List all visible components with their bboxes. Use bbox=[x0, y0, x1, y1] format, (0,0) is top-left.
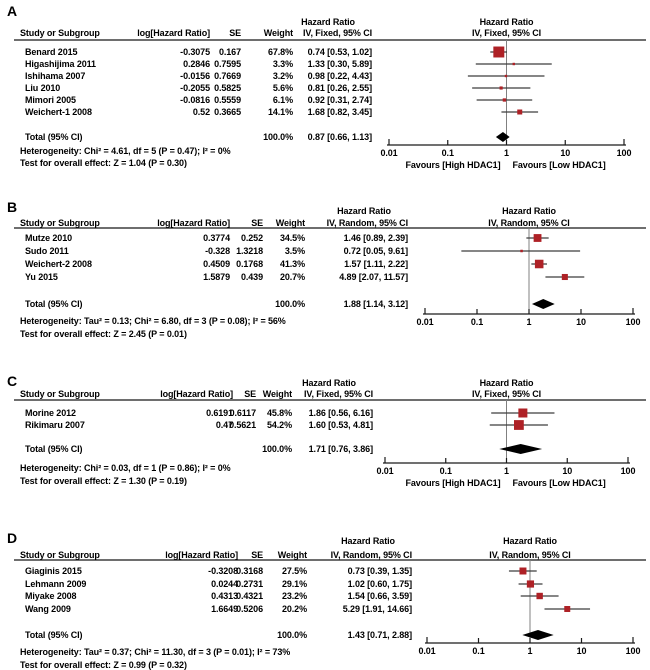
heterogeneity-text: Heterogeneity: Tau² = 0.37; Chi² = 11.30, df = 3 (P = 0.01); I² = 73% bbox=[20, 647, 291, 657]
total-weight: 100.0% bbox=[262, 444, 292, 454]
effect-size-marker bbox=[517, 110, 522, 115]
study-name: Mutze 2010 bbox=[25, 233, 73, 243]
study-log-hr: 0.4509 bbox=[203, 259, 230, 269]
effect-size-marker bbox=[505, 75, 507, 77]
study-weight: 29.1% bbox=[281, 579, 307, 589]
column-header-study: Study or Subgroup bbox=[20, 550, 100, 560]
column-header-log-hr: log[Hazard Ratio] bbox=[165, 550, 238, 560]
study-weight: 3.3% bbox=[272, 59, 293, 69]
study-log-hr: 0.2846 bbox=[183, 59, 210, 69]
favours-left-label: Favours [High HDAC1] bbox=[405, 478, 501, 488]
effect-size-marker bbox=[513, 63, 515, 65]
study-name: Giaginis 2015 bbox=[25, 566, 82, 576]
study-weight: 41.3% bbox=[279, 259, 305, 269]
axis-tick-label: 0.1 bbox=[439, 466, 452, 476]
pooled-effect-diamond bbox=[532, 299, 555, 309]
study-log-hr: -0.3208 bbox=[208, 566, 238, 576]
study-se: 0.1768 bbox=[236, 259, 263, 269]
study-estimate-ci: 1.60 [0.53, 4.81] bbox=[308, 420, 373, 430]
axis-tick-label: 100 bbox=[616, 148, 632, 158]
effect-header-plot-column: Hazard Ratio bbox=[479, 378, 534, 388]
study-log-hr: -0.328 bbox=[205, 246, 230, 256]
method-header-text-column: IV, Fixed, 95% CI bbox=[303, 28, 372, 38]
axis-tick-label: 1 bbox=[527, 646, 533, 656]
column-header-study: Study or Subgroup bbox=[20, 389, 100, 399]
overall-effect-text: Test for overall effect: Z = 2.45 (P = 0.01) bbox=[20, 329, 187, 339]
method-header-text-column: IV, Random, 95% CI bbox=[326, 218, 408, 228]
study-log-hr: 0.3774 bbox=[203, 233, 230, 243]
axis-tick-label: 1 bbox=[504, 148, 509, 158]
study-se: 0.2731 bbox=[236, 579, 263, 589]
study-log-hr: -0.2055 bbox=[180, 83, 210, 93]
axis-tick-label: 10 bbox=[576, 646, 587, 656]
column-header-study: Study or Subgroup bbox=[20, 28, 100, 38]
study-name: Sudo 2011 bbox=[25, 246, 69, 256]
favours-left-label: Favours [High HDAC1] bbox=[405, 160, 501, 170]
study-name: Wang 2009 bbox=[25, 604, 71, 614]
total-weight: 100.0% bbox=[263, 132, 293, 142]
total-estimate-ci: 1.71 [0.76, 3.86] bbox=[308, 444, 373, 454]
study-name: Higashijima 2011 bbox=[25, 59, 96, 69]
effect-size-marker bbox=[493, 47, 504, 58]
effect-size-marker bbox=[514, 420, 524, 430]
effect-size-marker bbox=[500, 86, 503, 89]
method-header-plot-column: IV, Random, 95% CI bbox=[488, 218, 570, 228]
pooled-effect-diamond bbox=[522, 630, 553, 640]
pooled-effect-diamond bbox=[499, 444, 542, 454]
study-weight: 27.5% bbox=[281, 566, 307, 576]
axis-tick-label: 0.1 bbox=[472, 646, 485, 656]
effect-header-text-column: Hazard Ratio bbox=[302, 378, 356, 388]
study-se: 1.3218 bbox=[236, 246, 263, 256]
column-header-weight: Weight bbox=[262, 389, 292, 399]
study-se: 0.5559 bbox=[214, 95, 241, 105]
study-weight: 3.5% bbox=[284, 246, 305, 256]
method-header-plot-column: IV, Fixed, 95% CI bbox=[472, 28, 541, 38]
total-weight: 100.0% bbox=[277, 630, 307, 640]
total-label: Total (95% CI) bbox=[25, 630, 83, 640]
column-header-study: Study or Subgroup bbox=[20, 218, 100, 228]
study-se: 0.7595 bbox=[214, 59, 241, 69]
study-weight: 14.1% bbox=[267, 107, 293, 117]
study-name: Morine 2012 bbox=[25, 408, 76, 418]
study-se: 0.252 bbox=[240, 233, 263, 243]
effect-size-marker bbox=[534, 234, 542, 242]
axis-tick-label: 0.1 bbox=[470, 317, 484, 327]
column-header-se: SE bbox=[244, 389, 256, 399]
panel-label: C bbox=[7, 373, 18, 389]
study-estimate-ci: 4.89 [2.07, 11.57] bbox=[339, 272, 408, 282]
effect-header-plot-column: Hazard Ratio bbox=[479, 17, 534, 27]
study-estimate-ci: 0.73 [0.39, 1.35] bbox=[347, 566, 412, 576]
study-name: Weichert-1 2008 bbox=[25, 107, 92, 117]
column-header-se: SE bbox=[251, 550, 263, 560]
effect-size-marker bbox=[536, 593, 542, 599]
effect-header-plot-column: Hazard Ratio bbox=[503, 536, 557, 546]
study-weight: 23.2% bbox=[281, 591, 307, 601]
total-label: Total (95% CI) bbox=[25, 299, 83, 309]
effect-size-marker bbox=[503, 98, 506, 101]
study-estimate-ci: 1.46 [0.89, 2.39] bbox=[343, 233, 408, 243]
axis-tick-label: 100 bbox=[620, 466, 636, 476]
column-header-se: SE bbox=[229, 28, 241, 38]
column-header-log-hr: log[Hazard Ratio] bbox=[157, 218, 230, 228]
effect-size-marker bbox=[520, 250, 522, 252]
effect-size-marker bbox=[564, 606, 570, 612]
panel-label: D bbox=[7, 530, 18, 546]
study-se: 0.3168 bbox=[236, 566, 263, 576]
study-estimate-ci: 0.72 [0.05, 9.61] bbox=[343, 246, 408, 256]
study-weight: 67.8% bbox=[267, 47, 293, 57]
study-se: 0.167 bbox=[218, 47, 241, 57]
axis-tick-label: 100 bbox=[625, 317, 641, 327]
study-se: 0.6117 bbox=[229, 408, 256, 418]
heterogeneity-text: Heterogeneity: Chi² = 0.03, df = 1 (P = 0.86); I² = 0% bbox=[20, 463, 231, 473]
axis-tick-label: 10 bbox=[562, 466, 573, 476]
study-name: Ishihama 2007 bbox=[25, 71, 86, 81]
study-log-hr: 0.0244 bbox=[211, 579, 238, 589]
overall-effect-text: Test for overall effect: Z = 0.99 (P = 0.32) bbox=[20, 660, 187, 670]
study-weight: 3.2% bbox=[272, 71, 293, 81]
axis-tick-label: 100 bbox=[625, 646, 641, 656]
study-estimate-ci: 0.92 [0.31, 2.74] bbox=[307, 95, 372, 105]
favours-right-label: Favours [Low HDAC1] bbox=[512, 478, 606, 488]
column-header-weight: Weight bbox=[263, 28, 293, 38]
pooled-effect-diamond bbox=[496, 132, 510, 142]
column-header-log-hr: log[Hazard Ratio] bbox=[160, 389, 233, 399]
study-estimate-ci: 1.33 [0.30, 5.89] bbox=[307, 59, 372, 69]
overall-effect-text: Test for overall effect: Z = 1.30 (P = 0.19) bbox=[20, 476, 187, 486]
effect-size-marker bbox=[518, 408, 527, 417]
study-estimate-ci: 1.57 [1.11, 2.22] bbox=[344, 259, 408, 269]
column-header-weight: Weight bbox=[277, 550, 307, 560]
panel-label: A bbox=[7, 3, 18, 19]
study-name: Benard 2015 bbox=[25, 47, 78, 57]
column-header-se: SE bbox=[251, 218, 263, 228]
study-estimate-ci: 0.74 [0.53, 1.02] bbox=[307, 47, 372, 57]
study-se: 0.5206 bbox=[236, 604, 263, 614]
study-name: Yu 2015 bbox=[25, 272, 58, 282]
study-weight: 34.5% bbox=[279, 233, 305, 243]
study-weight: 20.7% bbox=[279, 272, 305, 282]
effect-size-marker bbox=[527, 580, 534, 587]
effect-size-marker bbox=[535, 260, 544, 269]
heterogeneity-text: Heterogeneity: Chi² = 4.61, df = 5 (P = 0.47); I² = 0% bbox=[20, 146, 231, 156]
total-label: Total (95% CI) bbox=[25, 444, 83, 454]
study-name: Mimori 2005 bbox=[25, 95, 76, 105]
panel-label: B bbox=[7, 199, 18, 215]
axis-tick-label: 0.01 bbox=[418, 646, 436, 656]
study-weight: 6.1% bbox=[272, 95, 293, 105]
favours-right-label: Favours [Low HDAC1] bbox=[512, 160, 606, 170]
study-se: 0.3665 bbox=[214, 107, 241, 117]
method-header-plot-column: IV, Random, 95% CI bbox=[489, 550, 571, 560]
study-log-hr: 0.6191 bbox=[206, 408, 233, 418]
study-log-hr: -0.0816 bbox=[180, 95, 210, 105]
study-log-hr: 1.5879 bbox=[203, 272, 230, 282]
study-estimate-ci: 1.86 [0.56, 6.16] bbox=[308, 408, 373, 418]
study-estimate-ci: 0.98 [0.22, 4.43] bbox=[307, 71, 372, 81]
axis-tick-label: 0.1 bbox=[441, 148, 454, 158]
study-se: 0.4321 bbox=[236, 591, 263, 601]
study-name: Lehmann 2009 bbox=[25, 579, 87, 589]
axis-tick-label: 0.01 bbox=[376, 466, 394, 476]
study-estimate-ci: 1.02 [0.60, 1.75] bbox=[347, 579, 412, 589]
method-header-text-column: IV, Random, 95% CI bbox=[330, 550, 412, 560]
study-se: 0.5825 bbox=[214, 83, 241, 93]
study-weight: 45.8% bbox=[266, 408, 292, 418]
study-name: Liu 2010 bbox=[25, 83, 61, 93]
study-weight: 54.2% bbox=[266, 420, 292, 430]
axis-tick-label: 10 bbox=[576, 317, 586, 327]
axis-tick-label: 1 bbox=[526, 317, 532, 327]
effect-header-text-column: Hazard Ratio bbox=[301, 17, 355, 27]
overall-effect-text: Test for overall effect: Z = 1.04 (P = 0.30) bbox=[20, 158, 187, 168]
study-name: Weichert-2 2008 bbox=[25, 259, 92, 269]
total-estimate-ci: 1.43 [0.71, 2.88] bbox=[347, 630, 412, 640]
study-estimate-ci: 1.68 [0.82, 3.45] bbox=[307, 107, 372, 117]
method-header-plot-column: IV, Fixed, 95% CI bbox=[472, 389, 541, 399]
axis-tick-label: 0.01 bbox=[380, 148, 398, 158]
study-log-hr: 0.52 bbox=[192, 107, 210, 117]
study-name: Rikimaru 2007 bbox=[25, 420, 85, 430]
effect-header-text-column: Hazard Ratio bbox=[337, 206, 391, 216]
study-se: 0.439 bbox=[240, 272, 263, 282]
study-log-hr: 1.6649 bbox=[211, 604, 238, 614]
study-estimate-ci: 0.81 [0.26, 2.55] bbox=[307, 83, 372, 93]
study-log-hr: -0.3075 bbox=[180, 47, 210, 57]
study-estimate-ci: 5.29 [1.91, 14.66] bbox=[342, 604, 412, 614]
total-label: Total (95% CI) bbox=[25, 132, 83, 142]
axis-tick-label: 1 bbox=[504, 466, 509, 476]
axis-tick-label: 10 bbox=[560, 148, 571, 158]
study-log-hr: 0.4313 bbox=[211, 591, 238, 601]
column-header-log-hr: log[Hazard Ratio] bbox=[137, 28, 210, 38]
study-se: 0.7669 bbox=[214, 71, 241, 81]
effect-size-marker bbox=[519, 568, 526, 575]
total-weight: 100.0% bbox=[275, 299, 305, 309]
axis-tick-label: 0.01 bbox=[416, 317, 434, 327]
study-weight: 5.6% bbox=[272, 83, 293, 93]
study-log-hr: 0.47 bbox=[215, 420, 233, 430]
total-estimate-ci: 0.87 [0.66, 1.13] bbox=[307, 132, 372, 142]
study-weight: 20.2% bbox=[281, 604, 307, 614]
total-estimate-ci: 1.88 [1.14, 3.12] bbox=[343, 299, 408, 309]
study-name: Miyake 2008 bbox=[25, 591, 77, 601]
method-header-text-column: IV, Fixed, 95% CI bbox=[304, 389, 373, 399]
column-header-weight: Weight bbox=[275, 218, 305, 228]
effect-header-text-column: Hazard Ratio bbox=[341, 536, 395, 546]
study-estimate-ci: 1.54 [0.66, 3.59] bbox=[347, 591, 412, 601]
effect-size-marker bbox=[562, 274, 568, 280]
heterogeneity-text: Heterogeneity: Tau² = 0.13; Chi² = 6.80, df = 3 (P = 0.08); I² = 56% bbox=[20, 316, 286, 326]
effect-header-plot-column: Hazard Ratio bbox=[502, 206, 556, 216]
study-se: 0.5621 bbox=[229, 420, 256, 430]
study-log-hr: -0.0156 bbox=[180, 71, 210, 81]
